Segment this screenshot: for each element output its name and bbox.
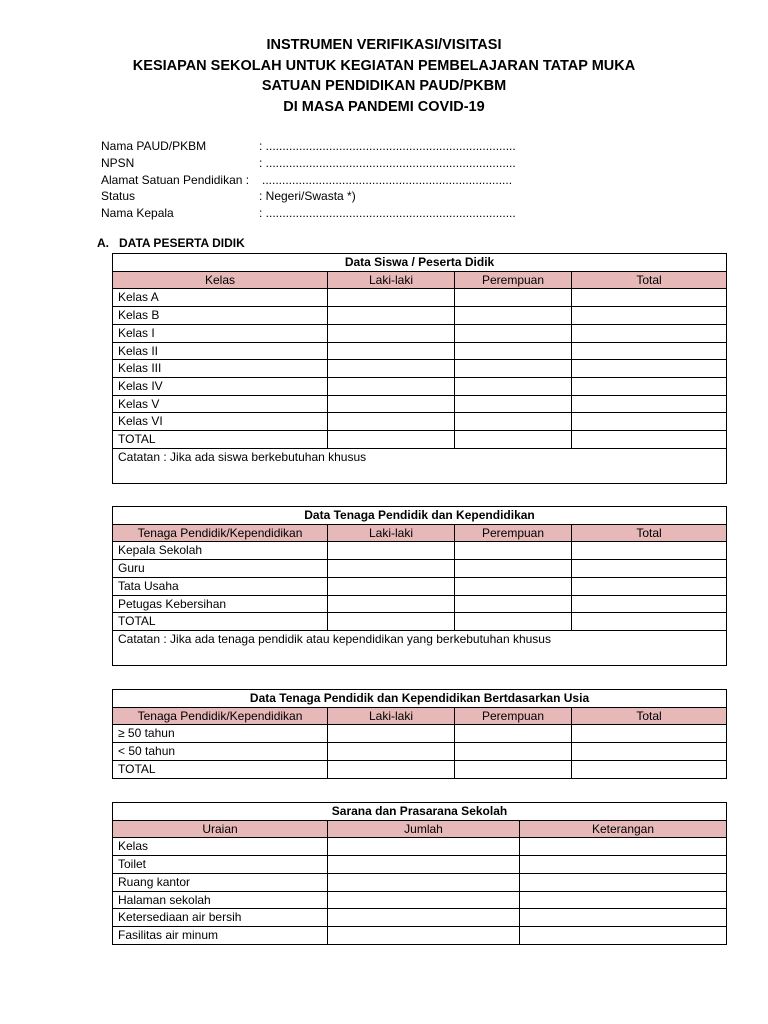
column-header: Perempuan (455, 707, 572, 725)
field-value[interactable]: : ........................................................................... (259, 206, 516, 221)
input-cell[interactable] (572, 324, 727, 342)
table-row (113, 909, 727, 927)
input-cell[interactable] (455, 377, 572, 395)
table-row (113, 891, 727, 909)
input-cell[interactable] (455, 289, 572, 307)
column-header: Perempuan (455, 271, 572, 289)
column-header: Perempuan (455, 524, 572, 542)
input-cell[interactable] (455, 324, 572, 342)
row-label: Kelas II (113, 342, 328, 360)
input-cell[interactable] (572, 395, 727, 413)
input-cell[interactable] (455, 342, 572, 360)
table-row (113, 873, 727, 891)
input-cell[interactable] (572, 760, 727, 778)
column-header: Laki-laki (328, 707, 455, 725)
input-cell[interactable] (572, 377, 727, 395)
input-cell[interactable] (455, 577, 572, 595)
row-label: Kelas VI (113, 413, 328, 431)
staff-age-table (112, 689, 727, 779)
input-cell[interactable] (455, 743, 572, 761)
input-cell[interactable] (572, 542, 727, 560)
row-label: Tata Usaha (113, 577, 328, 595)
table-row-total (113, 760, 727, 778)
row-label: ≥ 50 tahun (113, 725, 328, 743)
input-cell[interactable] (572, 595, 727, 613)
input-cell[interactable] (455, 595, 572, 613)
input-cell[interactable] (572, 431, 727, 449)
note-cell[interactable]: Catatan : Jika ada siswa berkebutuhan khusus (113, 448, 727, 483)
field-label: NPSN (101, 155, 135, 170)
row-label: Petugas Kebersihan (113, 595, 328, 613)
input-cell[interactable] (328, 360, 455, 378)
table-row (113, 542, 727, 560)
table-row (113, 577, 727, 595)
column-header: Uraian (113, 820, 328, 838)
column-header: Total (572, 707, 727, 725)
section-heading (97, 236, 245, 250)
input-cell[interactable] (328, 891, 520, 909)
table-row (113, 307, 727, 325)
row-label: Toilet (113, 856, 328, 874)
input-cell[interactable] (455, 307, 572, 325)
input-cell[interactable] (572, 725, 727, 743)
input-cell[interactable] (328, 838, 520, 856)
input-cell[interactable] (572, 307, 727, 325)
row-label: Kepala Sekolah (113, 542, 328, 560)
row-label: Kelas A (113, 289, 328, 307)
table-title: Data Tenaga Pendidik dan Kependidikan (113, 507, 727, 525)
input-cell[interactable] (572, 577, 727, 595)
column-header: Total (572, 271, 727, 289)
input-cell[interactable] (520, 926, 727, 944)
input-cell[interactable] (328, 324, 455, 342)
input-cell[interactable] (520, 891, 727, 909)
field-value[interactable]: : Negeri/Swasta *) (259, 189, 356, 204)
input-cell[interactable] (572, 360, 727, 378)
title-line-2: KESIAPAN SEKOLAH UNTUK KEGIATAN PEMBELAJARAN TATAP MUKA (132, 57, 636, 74)
input-cell[interactable] (455, 560, 572, 578)
input-cell[interactable] (328, 289, 455, 307)
column-header: Tenaga Pendidik/Kependidikan (113, 524, 328, 542)
input-cell[interactable] (328, 431, 455, 449)
row-label: Kelas B (113, 307, 328, 325)
row-label: Guru (113, 560, 328, 578)
row-label: Kelas V (113, 395, 328, 413)
field-value[interactable]: : ........................................................................... (259, 139, 516, 153)
column-header: Jumlah (328, 820, 520, 838)
table-row (113, 377, 727, 395)
input-cell[interactable] (572, 613, 727, 631)
table-title: Data Tenaga Pendidik dan Kependidikan Bertdasarkan Usia (113, 690, 727, 708)
section-title-text: DATA PESERTA DIDIK (119, 236, 245, 250)
input-cell[interactable] (520, 909, 727, 927)
input-cell[interactable] (328, 760, 455, 778)
table-row (113, 595, 727, 613)
input-cell[interactable] (328, 909, 520, 927)
input-cell[interactable] (328, 307, 455, 325)
table-row (113, 289, 727, 307)
row-label: Kelas I (113, 324, 328, 342)
table-row-total (113, 431, 727, 449)
input-cell[interactable] (328, 395, 455, 413)
input-cell[interactable] (328, 613, 455, 631)
input-cell[interactable] (572, 743, 727, 761)
input-cell[interactable] (572, 289, 727, 307)
row-label: Kelas III (113, 360, 328, 378)
table-row (113, 743, 727, 761)
section-number: A. (97, 236, 109, 250)
input-cell[interactable] (455, 413, 572, 431)
table-title: Data Siswa / Peserta Didik (113, 254, 727, 272)
row-label: TOTAL (113, 760, 328, 778)
input-cell[interactable] (328, 577, 455, 595)
field-label: Nama Kepala (101, 206, 174, 221)
input-cell[interactable] (328, 342, 455, 360)
input-cell[interactable] (328, 743, 455, 761)
input-cell[interactable] (520, 838, 727, 856)
input-cell[interactable] (328, 413, 455, 431)
input-cell[interactable] (328, 725, 455, 743)
table-row (113, 360, 727, 378)
column-header: Kelas (113, 271, 328, 289)
row-label: TOTAL (113, 613, 328, 631)
staff-table (112, 506, 727, 666)
row-label: Ruang kantor (113, 873, 328, 891)
input-cell[interactable] (572, 560, 727, 578)
input-cell[interactable] (455, 725, 572, 743)
table-row (113, 342, 727, 360)
column-header: Total (572, 524, 727, 542)
table-row (113, 926, 727, 944)
input-cell[interactable] (328, 873, 520, 891)
table-row (113, 838, 727, 856)
field-value[interactable]: ........................................................................... (262, 172, 513, 187)
input-cell[interactable] (455, 542, 572, 560)
input-cell[interactable] (455, 360, 572, 378)
title-line-4: DI MASA PANDEMI COVID-19 (283, 98, 485, 115)
table-row (113, 324, 727, 342)
table-row (113, 413, 727, 431)
input-cell[interactable] (572, 342, 727, 360)
title-line-1: INSTRUMEN VERIFIKASI/VISITASI (266, 37, 502, 53)
row-label: TOTAL (113, 431, 328, 449)
table-row (113, 395, 727, 413)
field-label: Nama PAUD/PKBM (101, 139, 207, 153)
table-row (113, 725, 727, 743)
input-cell[interactable] (328, 560, 455, 578)
input-cell[interactable] (328, 595, 455, 613)
input-cell[interactable] (572, 413, 727, 431)
input-cell[interactable] (520, 856, 727, 874)
row-label: Kelas (113, 838, 328, 856)
table-row-total (113, 613, 727, 631)
row-label: Fasilitas air minum (113, 926, 328, 944)
field-label: Status (101, 189, 136, 204)
input-cell[interactable] (455, 760, 572, 778)
title-line-3: SATUAN PENDIDIKAN PAUD/PKBM (261, 78, 507, 94)
field-label: Alamat Satuan Pendidikan : (101, 172, 250, 187)
facilities-table (112, 802, 727, 945)
input-cell[interactable] (328, 542, 455, 560)
field-value[interactable]: : ........................................................................... (259, 155, 516, 170)
students-table (112, 253, 727, 484)
column-header: Laki-laki (328, 271, 455, 289)
table-title: Sarana dan Prasarana Sekolah (113, 803, 727, 821)
note-cell[interactable]: Catatan : Jika ada tenaga pendidik atau kependidikan yang berkebutuhan khusus (113, 630, 727, 665)
table-row (113, 560, 727, 578)
input-cell[interactable] (455, 613, 572, 631)
document-title (0, 35, 768, 117)
input-cell[interactable] (328, 926, 520, 944)
input-cell[interactable] (328, 856, 520, 874)
table-row (113, 856, 727, 874)
input-cell[interactable] (455, 431, 572, 449)
input-cell[interactable] (520, 873, 727, 891)
row-label: Halaman sekolah (113, 891, 328, 909)
row-label: < 50 tahun (113, 743, 328, 761)
input-cell[interactable] (455, 395, 572, 413)
column-header: Laki-laki (328, 524, 455, 542)
column-header: Keterangan (520, 820, 727, 838)
row-label: Kelas IV (113, 377, 328, 395)
row-label: Ketersediaan air bersih (113, 909, 328, 927)
column-header: Tenaga Pendidik/Kependidikan (113, 707, 328, 725)
input-cell[interactable] (328, 377, 455, 395)
